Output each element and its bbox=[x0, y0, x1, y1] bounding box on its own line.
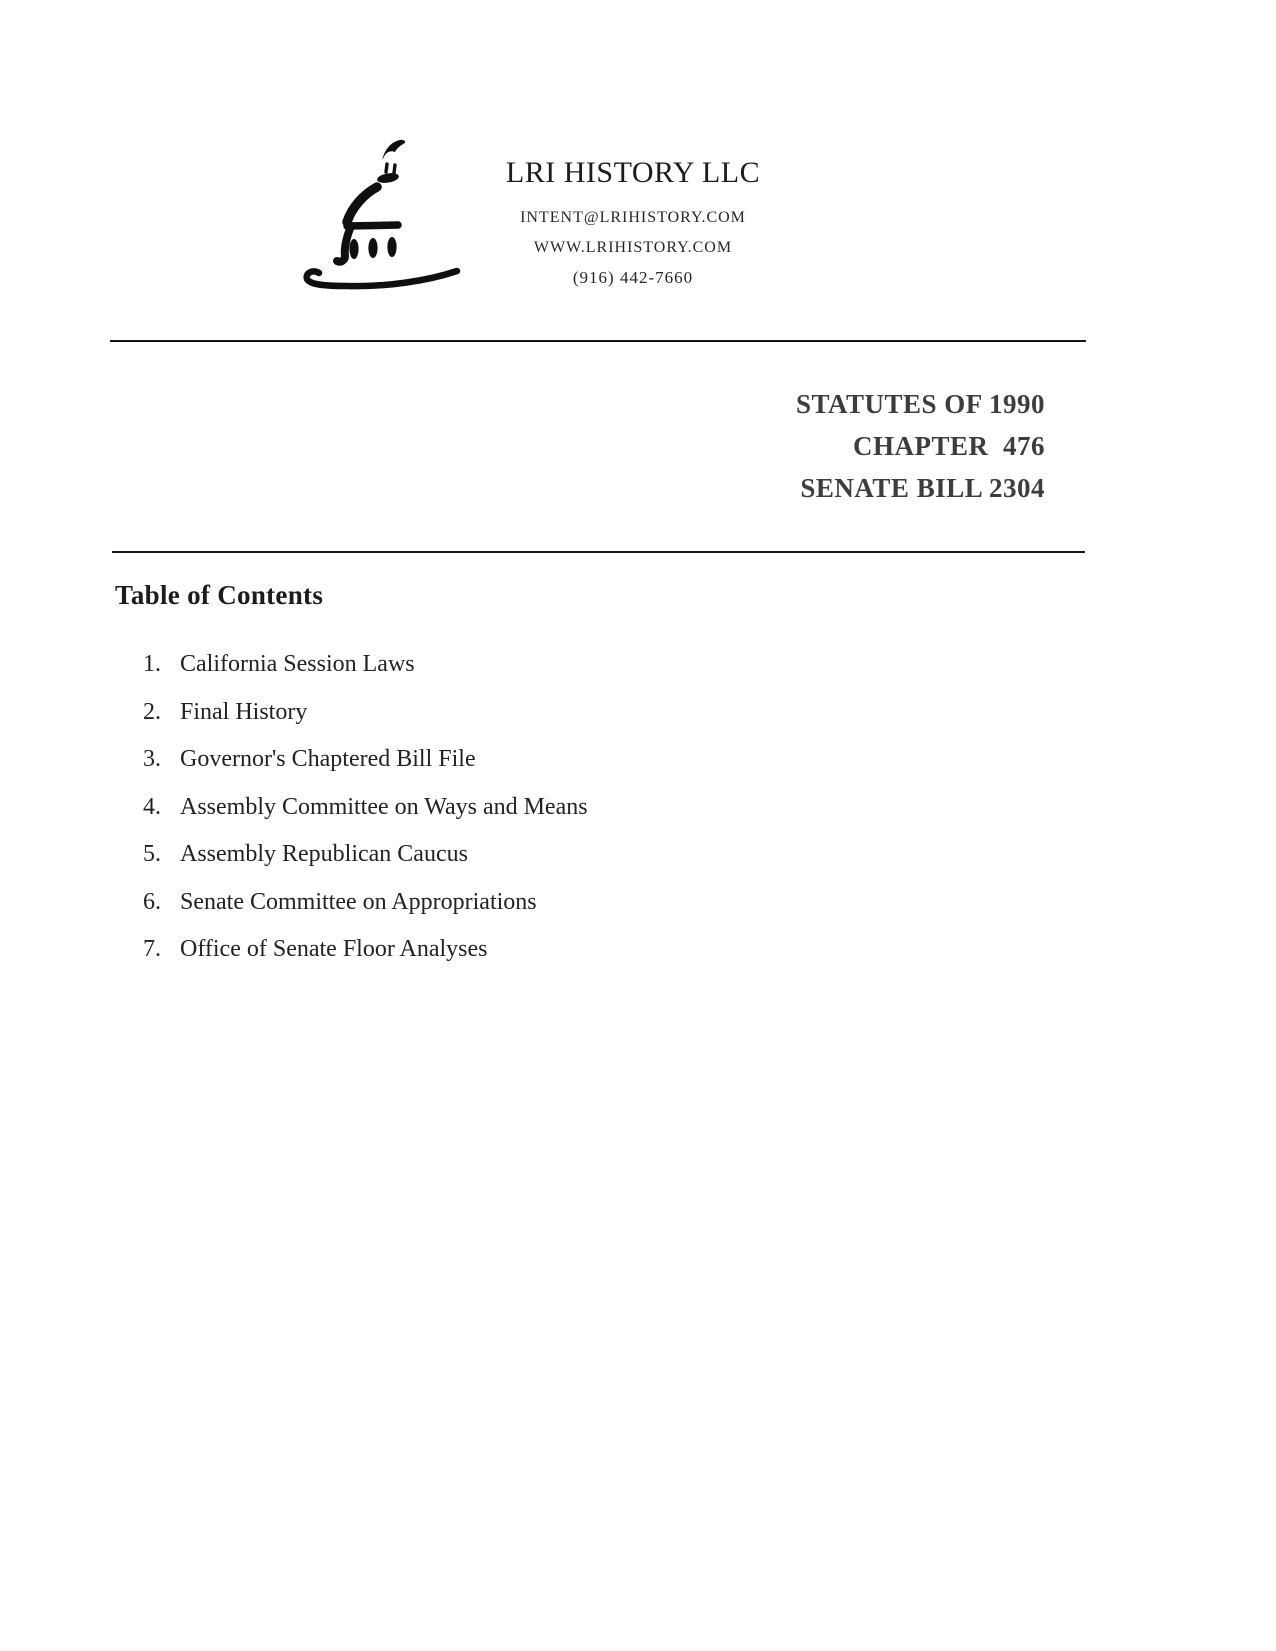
item-label: California Session Laws bbox=[180, 651, 415, 677]
statutes-year: STATUTES OF 1990 bbox=[795, 389, 1045, 419]
divider-bottom bbox=[112, 551, 1085, 553]
company-name: LRI HISTORY LLC bbox=[505, 156, 761, 189]
list-item bbox=[143, 793, 588, 821]
toc-list bbox=[143, 650, 588, 983]
chapter-number: CHAPTER 476 bbox=[852, 431, 1045, 461]
item-number: 3. bbox=[143, 746, 161, 772]
capitol-dome-sketch-icon bbox=[292, 127, 472, 295]
bill-number: SENATE BILL 2304 bbox=[800, 473, 1045, 503]
contact-phone: (916) 442-7660 bbox=[572, 268, 694, 287]
item-number: 6. bbox=[143, 888, 161, 915]
list-item bbox=[143, 888, 588, 916]
item-number: 1. bbox=[143, 651, 161, 677]
item-number: 2. bbox=[143, 698, 161, 725]
item-label: Governor's Chaptered Bill File bbox=[180, 746, 476, 772]
divider-top bbox=[110, 340, 1086, 342]
item-label: Office of Senate Floor Analyses bbox=[180, 936, 488, 962]
item-label: Assembly Committee on Ways and Means bbox=[180, 793, 588, 820]
toc-title: Table of Contents bbox=[115, 580, 324, 610]
list-item bbox=[143, 840, 588, 868]
list-item bbox=[143, 935, 588, 963]
item-number: 4. bbox=[143, 793, 161, 820]
statute-reference bbox=[796, 383, 1045, 509]
item-label: Senate Committee on Appropriations bbox=[180, 888, 537, 915]
item-label: Assembly Republican Caucus bbox=[180, 841, 468, 867]
item-number: 5. bbox=[143, 841, 161, 867]
item-label: Final History bbox=[180, 698, 308, 725]
list-item bbox=[143, 745, 588, 773]
contact-website: WWW.LRIHISTORY.COM bbox=[533, 239, 733, 256]
list-item bbox=[143, 698, 588, 726]
item-number: 7. bbox=[143, 936, 161, 962]
contact-email: INTENT@LRIHISTORY.COM bbox=[520, 209, 746, 226]
list-item bbox=[143, 650, 588, 678]
letterhead bbox=[455, 155, 811, 293]
contact-block bbox=[455, 203, 811, 293]
